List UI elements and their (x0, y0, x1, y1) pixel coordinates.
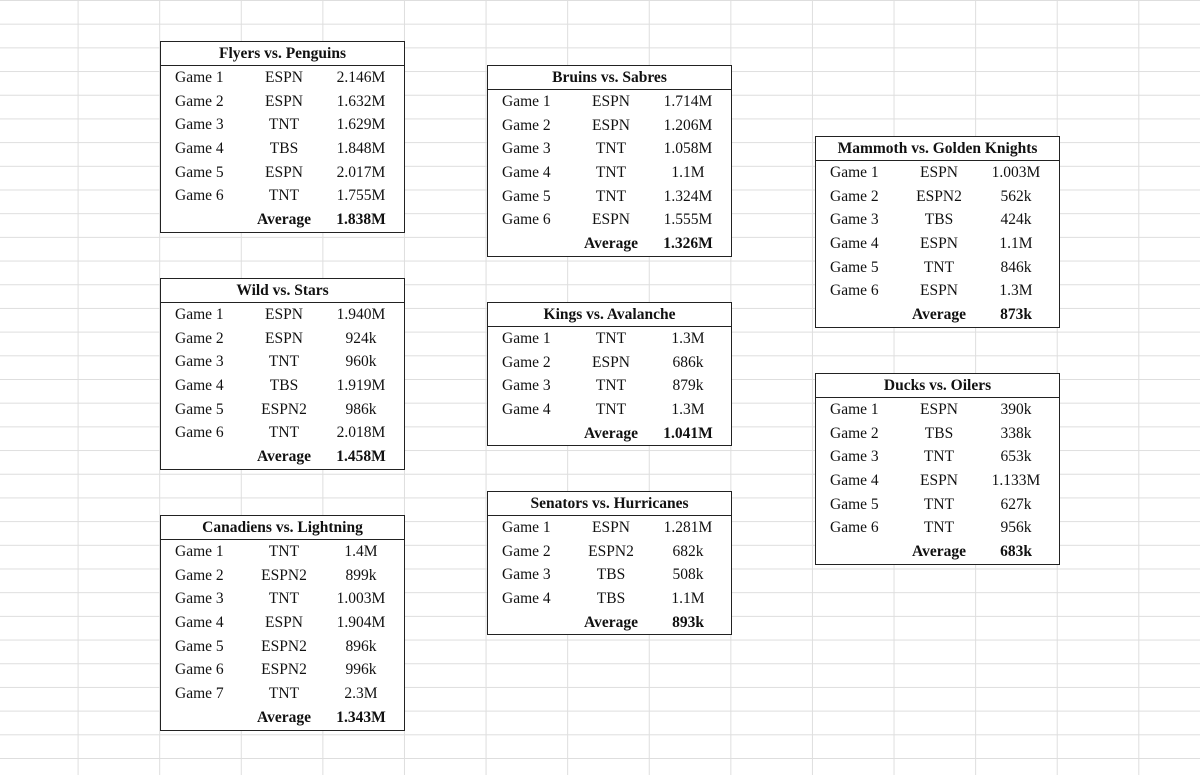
network-cell[interactable]: ESPN (265, 614, 303, 632)
game-row[interactable] (161, 682, 404, 706)
game-number-cell[interactable]: Game 2 (502, 542, 551, 560)
game-row[interactable] (161, 421, 404, 445)
viewers-cell[interactable]: 1.281M (663, 519, 713, 536)
game-row[interactable] (161, 137, 404, 161)
game-row[interactable] (488, 208, 731, 232)
game-number-cell[interactable]: Game 3 (502, 566, 551, 584)
viewers-cell[interactable]: 627k (1000, 495, 1032, 513)
game-row[interactable] (488, 90, 731, 114)
network-cell[interactable]: TBS (924, 424, 954, 442)
viewers-cell[interactable]: 2.3M (344, 685, 378, 703)
network-cell[interactable]: ESPN (592, 93, 630, 110)
game-row[interactable] (816, 279, 1059, 303)
network-cell[interactable]: TNT (595, 401, 627, 419)
game-row[interactable] (816, 398, 1059, 422)
network-cell[interactable]: ESPN2 (261, 637, 307, 655)
game-number-cell[interactable]: Game 6 (502, 211, 551, 229)
series-title[interactable]: Flyers vs. Penguins (161, 42, 404, 66)
series-table-flyers-penguins (160, 41, 405, 233)
average-row[interactable] (161, 208, 404, 232)
game-row[interactable] (816, 469, 1059, 493)
game-number-cell[interactable]: Game 4 (502, 590, 551, 608)
network-cell[interactable]: TNT (595, 187, 627, 205)
network-cell[interactable]: ESPN (265, 92, 303, 110)
game-number-cell[interactable]: Game 2 (502, 116, 551, 134)
viewers-cell[interactable]: 1.904M (336, 614, 386, 632)
viewers-cell[interactable]: 956k (1000, 519, 1032, 537)
game-number-cell[interactable]: Game 4 (502, 401, 551, 419)
game-row[interactable] (488, 374, 731, 398)
game-number-cell[interactable]: Game 6 (175, 661, 224, 679)
average-row[interactable] (161, 445, 404, 469)
game-row[interactable] (816, 516, 1059, 540)
network-cell[interactable]: TNT (595, 330, 627, 347)
network-cell[interactable]: TBS (596, 566, 626, 584)
game-row[interactable] (161, 184, 404, 208)
viewers-cell[interactable]: 424k (1000, 211, 1032, 229)
network-cell[interactable]: ESPN (920, 164, 958, 181)
game-row[interactable] (161, 398, 404, 422)
game-number-cell[interactable]: Game 2 (175, 92, 224, 110)
viewers-cell[interactable]: 1.714M (663, 93, 713, 110)
network-cell[interactable]: TNT (595, 164, 627, 182)
average-row[interactable] (488, 611, 731, 635)
viewers-cell[interactable]: 1.1M (999, 235, 1033, 253)
viewers-cell[interactable]: 1.1M (671, 164, 705, 182)
game-number-cell[interactable]: Game 1 (502, 519, 551, 536)
average-value[interactable]: 1.041M (663, 424, 713, 442)
viewers-cell[interactable]: 682k (672, 542, 704, 560)
game-row[interactable] (488, 161, 731, 185)
average-value[interactable]: 1.838M (336, 211, 386, 229)
series-table-senators-hurricanes (487, 491, 732, 635)
viewers-cell[interactable]: 508k (672, 566, 704, 584)
game-row[interactable] (816, 445, 1059, 469)
game-number-cell[interactable]: Game 3 (830, 448, 879, 466)
game-number-cell[interactable]: Game 1 (502, 330, 551, 347)
game-number-cell[interactable]: Game 3 (502, 377, 551, 395)
network-cell[interactable]: ESPN (920, 235, 958, 253)
game-number-cell[interactable]: Game 2 (175, 329, 224, 347)
network-cell[interactable]: TNT (268, 543, 300, 560)
network-cell[interactable]: ESPN (920, 282, 958, 300)
viewers-cell[interactable]: 1.919M (336, 377, 386, 395)
game-row[interactable] (816, 161, 1059, 185)
game-number-cell[interactable]: Game 3 (502, 140, 551, 158)
game-number-cell[interactable]: Game 5 (830, 495, 879, 513)
game-row[interactable] (488, 398, 731, 422)
game-number-cell[interactable]: Game 1 (175, 306, 224, 323)
average-value[interactable]: 893k (672, 613, 704, 631)
game-number-cell[interactable]: Game 3 (175, 116, 224, 134)
series-title[interactable]: Bruins vs. Sabres (488, 66, 731, 90)
series-title[interactable]: Ducks vs. Oilers (816, 374, 1059, 398)
game-row[interactable] (488, 540, 731, 564)
series-title[interactable]: Mammoth vs. Golden Knights (816, 137, 1059, 161)
game-number-cell[interactable]: Game 2 (830, 424, 879, 442)
average-value[interactable]: 683k (1000, 543, 1032, 561)
viewers-cell[interactable]: 1.058M (663, 140, 713, 158)
game-number-cell[interactable]: Game 1 (175, 543, 224, 560)
game-row[interactable] (816, 422, 1059, 446)
game-number-cell[interactable]: Game 1 (175, 69, 224, 86)
series-title[interactable]: Canadiens vs. Lightning (161, 516, 404, 540)
network-cell[interactable]: TNT (268, 187, 300, 205)
network-cell[interactable]: TNT (268, 116, 300, 134)
average-label[interactable]: Average (584, 235, 638, 253)
game-number-cell[interactable]: Game 1 (830, 401, 879, 418)
game-row[interactable] (488, 351, 731, 375)
game-row[interactable] (488, 185, 731, 209)
viewers-cell[interactable]: 1.632M (336, 92, 386, 110)
viewers-cell[interactable]: 2.017M (336, 163, 386, 181)
game-row[interactable] (161, 587, 404, 611)
game-row[interactable] (488, 114, 731, 138)
network-cell[interactable]: ESPN (592, 519, 630, 536)
network-cell[interactable]: TNT (923, 258, 955, 276)
network-cell[interactable]: ESPN (592, 211, 630, 229)
game-row[interactable] (488, 327, 731, 351)
game-row[interactable] (161, 66, 404, 90)
viewers-cell[interactable]: 986k (345, 400, 377, 418)
average-value[interactable]: 1.326M (663, 235, 713, 253)
series-table-wild-stars (160, 278, 405, 470)
game-row[interactable] (161, 327, 404, 351)
viewers-cell[interactable]: 1.3M (671, 330, 705, 347)
game-number-cell[interactable]: Game 2 (175, 566, 224, 584)
network-cell[interactable]: TNT (923, 448, 955, 466)
game-number-cell[interactable]: Game 6 (830, 282, 879, 300)
viewers-cell[interactable]: 879k (672, 377, 704, 395)
average-label[interactable]: Average (584, 613, 638, 631)
game-number-cell[interactable]: Game 4 (830, 235, 879, 253)
game-number-cell[interactable]: Game 4 (175, 140, 224, 158)
network-cell[interactable]: TBS (269, 140, 299, 158)
network-cell[interactable]: TBS (269, 377, 299, 395)
viewers-cell[interactable]: 1.848M (336, 140, 386, 158)
series-table-kings-avalanche (487, 302, 732, 446)
game-row[interactable] (161, 161, 404, 185)
game-row[interactable] (488, 563, 731, 587)
game-row[interactable] (161, 564, 404, 588)
series-title[interactable]: Senators vs. Hurricanes (488, 492, 731, 516)
network-cell[interactable]: ESPN2 (261, 566, 307, 584)
game-number-cell[interactable]: Game 2 (502, 353, 551, 371)
game-row[interactable] (161, 374, 404, 398)
game-number-cell[interactable]: Game 7 (175, 685, 224, 703)
network-cell[interactable]: ESPN (592, 353, 630, 371)
average-value[interactable]: 1.458M (336, 448, 386, 466)
network-cell[interactable]: TNT (268, 685, 300, 703)
average-label[interactable]: Average (912, 543, 966, 561)
network-cell[interactable]: TNT (923, 495, 955, 513)
viewers-cell[interactable]: 2.018M (336, 424, 386, 442)
game-number-cell[interactable]: Game 5 (830, 258, 879, 276)
average-row[interactable] (816, 303, 1059, 327)
viewers-cell[interactable]: 846k (1000, 258, 1032, 276)
game-row[interactable] (816, 256, 1059, 280)
viewers-cell[interactable]: 1.3M (999, 282, 1033, 300)
network-cell[interactable]: ESPN (592, 116, 630, 134)
game-row[interactable] (488, 137, 731, 161)
network-cell[interactable]: ESPN2 (261, 400, 307, 418)
viewers-cell[interactable]: 338k (1000, 424, 1032, 442)
game-number-cell[interactable]: Game 6 (830, 519, 879, 537)
game-number-cell[interactable]: Game 4 (175, 377, 224, 395)
average-row[interactable] (161, 706, 404, 730)
viewers-cell[interactable]: 899k (345, 566, 377, 584)
viewers-cell[interactable]: 686k (672, 353, 704, 371)
viewers-cell[interactable]: 1.940M (336, 306, 386, 323)
series-table-mammoth-golden-knights (815, 136, 1060, 328)
game-number-cell[interactable]: Game 6 (175, 187, 224, 205)
network-cell[interactable]: TNT (595, 140, 627, 158)
game-number-cell[interactable]: Game 5 (175, 400, 224, 418)
average-row[interactable] (816, 540, 1059, 564)
viewers-cell[interactable]: 562k (1000, 187, 1032, 205)
average-label[interactable]: Average (584, 424, 638, 442)
viewers-cell[interactable]: 390k (1000, 401, 1032, 418)
game-number-cell[interactable]: Game 4 (830, 472, 879, 490)
network-cell[interactable]: ESPN (920, 472, 958, 490)
network-cell[interactable]: TNT (268, 353, 300, 371)
game-row[interactable] (161, 658, 404, 682)
game-number-cell[interactable]: Game 1 (502, 93, 551, 110)
viewers-cell[interactable]: 1.629M (336, 116, 386, 134)
network-cell[interactable]: TBS (596, 590, 626, 608)
game-row[interactable] (161, 113, 404, 137)
game-row[interactable] (161, 90, 404, 114)
network-cell[interactable]: ESPN (265, 306, 303, 323)
game-number-cell[interactable]: Game 3 (175, 353, 224, 371)
average-value[interactable]: 873k (1000, 306, 1032, 324)
game-number-cell[interactable]: Game 5 (502, 187, 551, 205)
average-value[interactable]: 1.343M (336, 708, 386, 726)
game-number-cell[interactable]: Game 5 (175, 637, 224, 655)
average-row[interactable] (488, 422, 731, 446)
viewers-cell[interactable]: 1.755M (336, 187, 386, 205)
network-cell[interactable]: ESPN2 (261, 661, 307, 679)
viewers-cell[interactable]: 653k (1000, 448, 1032, 466)
series-title[interactable]: Kings vs. Avalanche (488, 303, 731, 327)
game-row[interactable] (488, 587, 731, 611)
network-cell[interactable]: ESPN (265, 163, 303, 181)
viewers-cell[interactable]: 1.324M (663, 187, 713, 205)
game-row[interactable] (816, 232, 1059, 256)
game-number-cell[interactable]: Game 5 (175, 163, 224, 181)
game-number-cell[interactable]: Game 4 (502, 164, 551, 182)
network-cell[interactable]: ESPN2 (916, 187, 962, 205)
game-number-cell[interactable]: Game 3 (175, 590, 224, 608)
game-row[interactable] (816, 208, 1059, 232)
game-row[interactable] (816, 185, 1059, 209)
viewers-cell[interactable]: 1.555M (663, 211, 713, 229)
average-label[interactable]: Average (257, 448, 311, 466)
average-label[interactable]: Average (257, 708, 311, 726)
viewers-cell[interactable]: 1.3M (671, 401, 705, 419)
series-table-bruins-sabres (487, 65, 732, 257)
series-table-canadiens-lightning (160, 515, 405, 731)
game-row[interactable] (161, 611, 404, 635)
network-cell[interactable]: ESPN (265, 69, 303, 86)
game-row[interactable] (816, 493, 1059, 517)
game-number-cell[interactable]: Game 1 (830, 164, 879, 181)
viewers-cell[interactable]: 1.133M (991, 472, 1041, 490)
network-cell[interactable]: TNT (268, 590, 300, 608)
game-row[interactable] (161, 540, 404, 564)
average-label[interactable]: Average (912, 306, 966, 324)
series-title[interactable]: Wild vs. Stars (161, 279, 404, 303)
network-cell[interactable]: ESPN (920, 401, 958, 418)
viewers-cell[interactable]: 996k (345, 661, 377, 679)
network-cell[interactable]: TNT (268, 424, 300, 442)
average-label[interactable]: Average (257, 211, 311, 229)
viewers-cell[interactable]: 1.1M (671, 590, 705, 608)
game-number-cell[interactable]: Game 3 (830, 211, 879, 229)
game-number-cell[interactable]: Game 2 (830, 187, 879, 205)
viewers-cell[interactable]: 960k (345, 353, 377, 371)
network-cell[interactable]: TNT (923, 519, 955, 537)
network-cell[interactable]: TBS (924, 211, 954, 229)
viewers-cell[interactable]: 1.206M (663, 116, 713, 134)
viewers-cell[interactable]: 1.003M (991, 164, 1041, 181)
game-row[interactable] (161, 303, 404, 327)
network-cell[interactable]: ESPN (265, 329, 303, 347)
game-number-cell[interactable]: Game 6 (175, 424, 224, 442)
viewers-cell[interactable]: 896k (345, 637, 377, 655)
game-number-cell[interactable]: Game 4 (175, 614, 224, 632)
viewers-cell[interactable]: 1.003M (336, 590, 386, 608)
average-row[interactable] (488, 232, 731, 256)
game-row[interactable] (488, 516, 731, 540)
viewers-cell[interactable]: 2.146M (336, 69, 386, 86)
series-table-ducks-oilers (815, 373, 1060, 565)
viewers-cell[interactable]: 924k (345, 329, 377, 347)
viewers-cell[interactable]: 1.4M (344, 543, 378, 560)
network-cell[interactable]: TNT (595, 377, 627, 395)
game-row[interactable] (161, 635, 404, 659)
network-cell[interactable]: ESPN2 (588, 542, 634, 560)
game-row[interactable] (161, 350, 404, 374)
